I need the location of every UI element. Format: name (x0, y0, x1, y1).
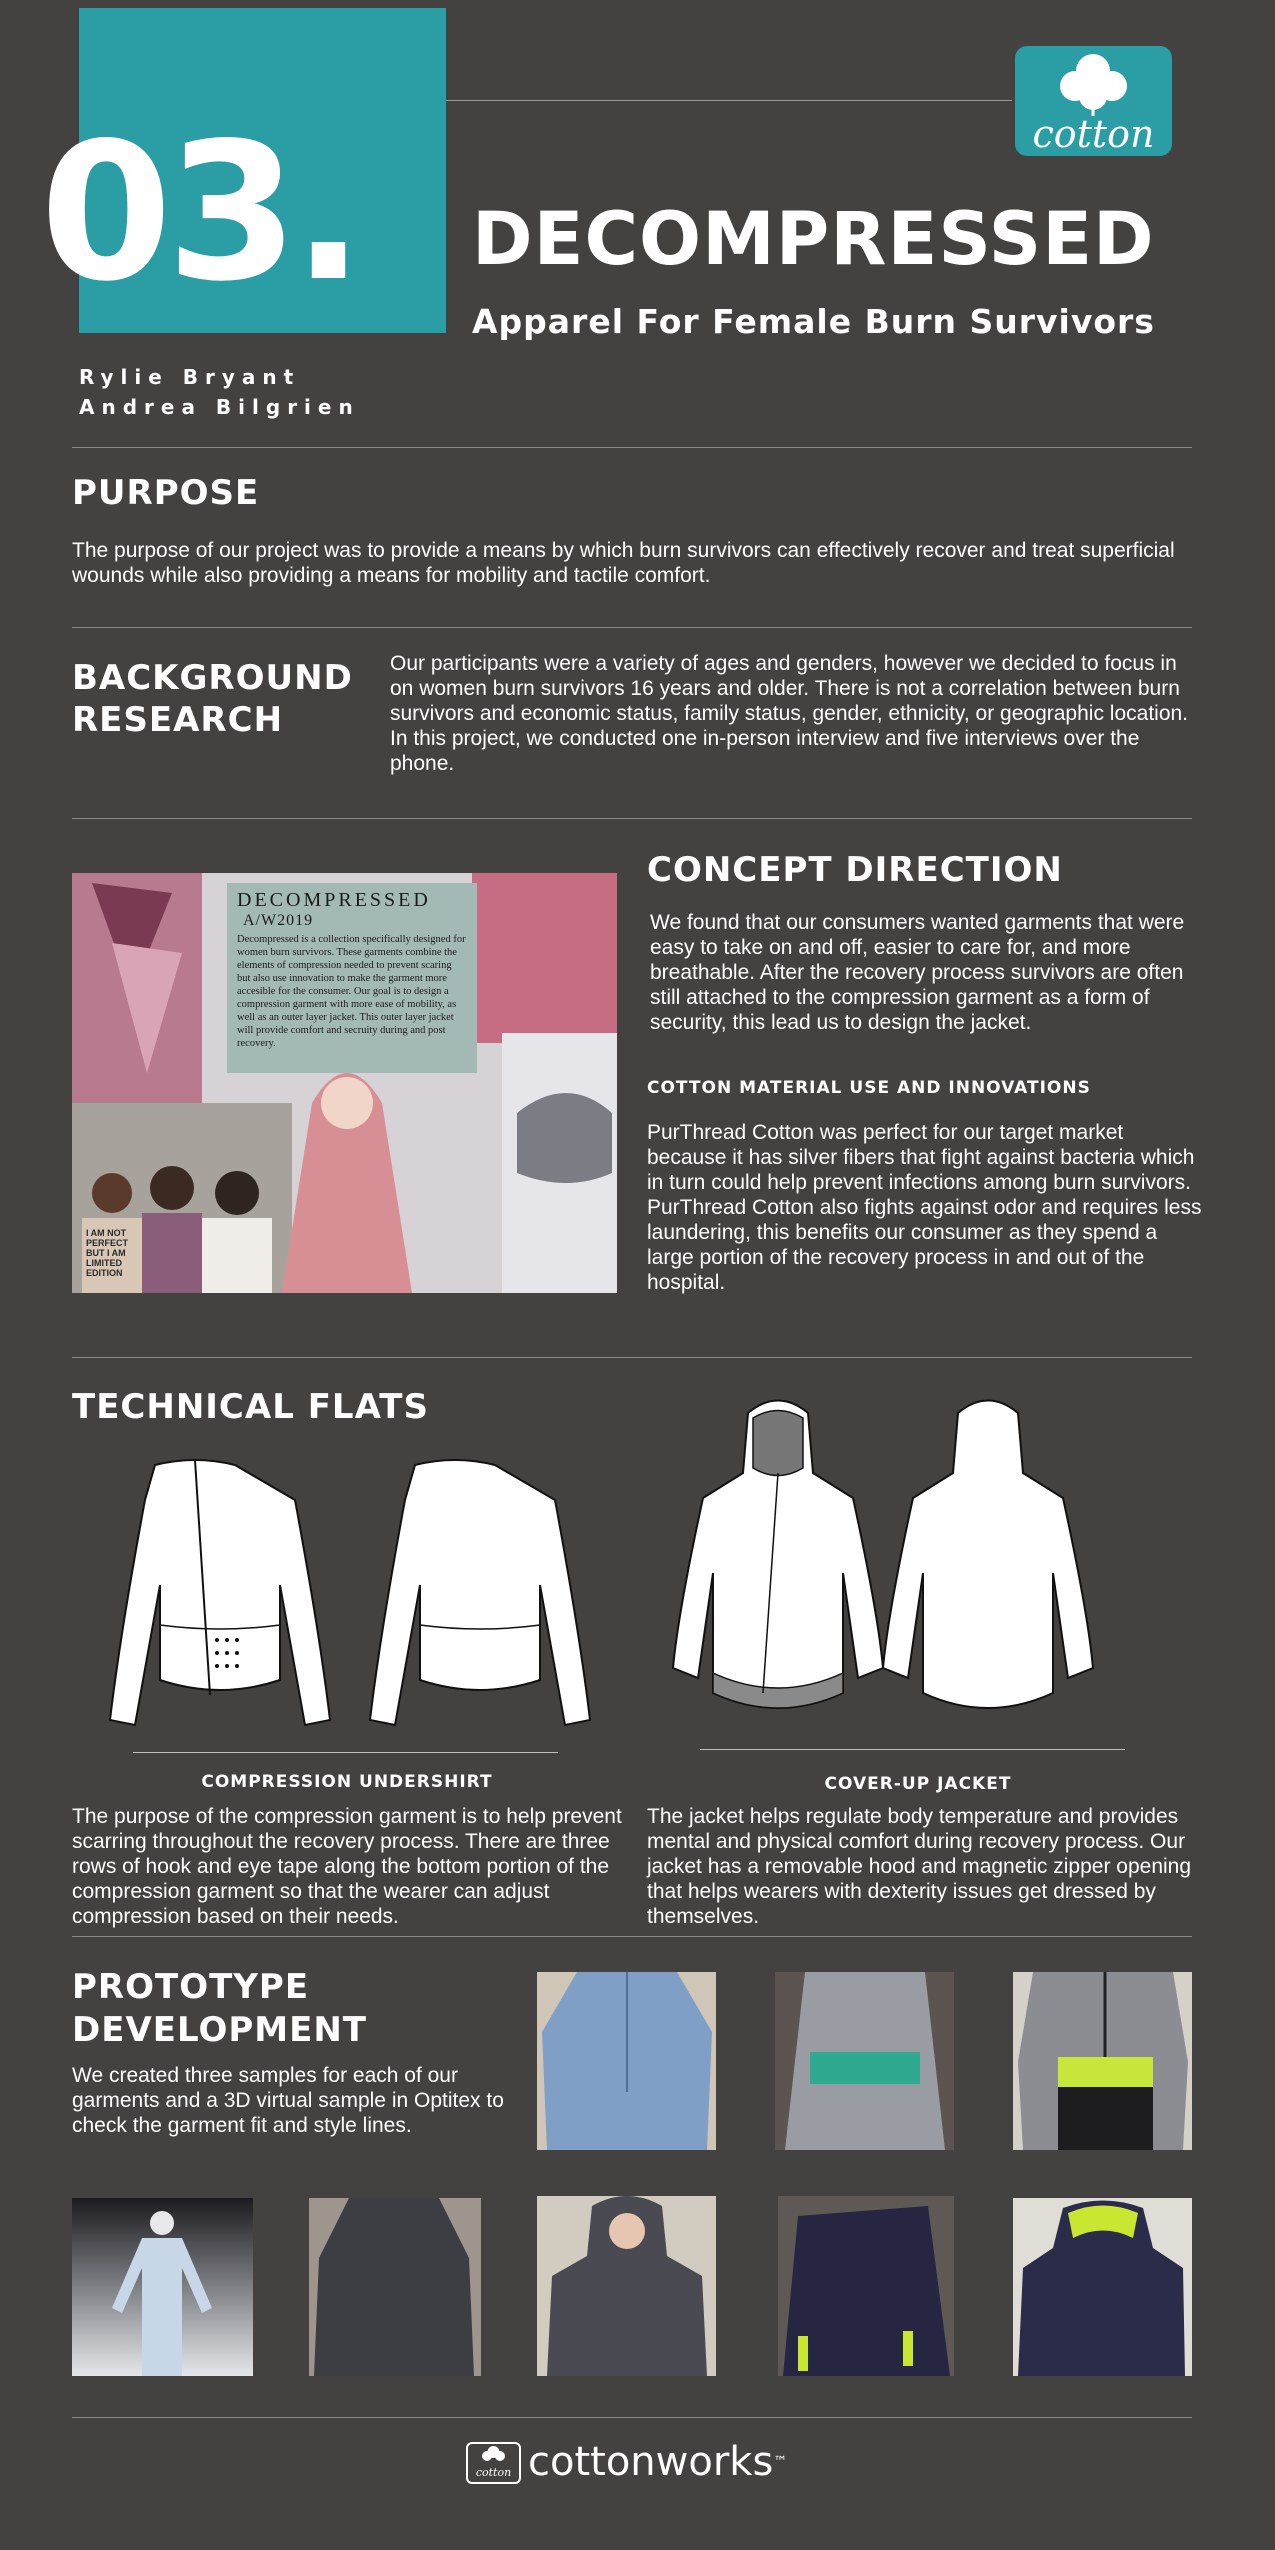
page-title: DECOMPRESSED (472, 197, 1155, 282)
undershirt-text: The purpose of the compression garment is to help prevent scarring throughout the recovery process. There are three rows of hook and eye tape along the bottom portion of the compression garment so that the wearer can adjust compression based on their needs. (72, 1805, 622, 1928)
background-text: Our participants were a variety of ages and genders, however we decided to focus in on women burn survivors 16 years and older. There is not a correlation between burn survivors and economic status, family status, gender, ethnicity, or geographic location. In this project, we conducted one in-person interview and five interviews over the phone. (390, 652, 1189, 775)
jacket-flats (668, 1393, 1108, 1713)
divider-1 (72, 447, 1192, 448)
moodboard-title: DECOMPRESSED (237, 889, 431, 911)
jacket-heading: COVER-UP JACKET (824, 1774, 1012, 1794)
jacket-rule (700, 1749, 1125, 1750)
background-heading-2: RESEARCH (72, 700, 284, 740)
undershirt-flats (80, 1455, 625, 1735)
page-subtitle: Apparel For Female Burn Survivors (472, 302, 1155, 341)
prototype-heading-1: PROTOTYPE (72, 1967, 310, 2007)
header-rule (446, 100, 1012, 101)
footer-logo[interactable] (466, 2438, 811, 2488)
purpose-text: The purpose of our project was to provide a means by which burn survivors can effectively recover and treat superficial wounds while also providing a means for mobility and tactile comfort. (72, 539, 1175, 587)
cotton-logo-text: cotton (1032, 112, 1155, 156)
footer-cotton-text: cotton (475, 2466, 512, 2479)
cotton-logo[interactable] (1015, 46, 1172, 156)
cotton-material-text: PurThread Cotton was perfect for our target market because it has silver fibers that fight against bacteria which in turn could help prevent infections among burn survivors. PurThread Cotton also fights against odor and requires less laundering, this benefits our consumer as they spend a large portion of the recovery process in and out of the hospital. (647, 1121, 1202, 1294)
section-number: 03. (40, 102, 359, 323)
background-heading-1: BACKGROUND (72, 658, 353, 698)
divider-6 (72, 2417, 1192, 2418)
footer-trademark: ™ (773, 2454, 788, 2470)
author-1: Rylie Bryant (79, 365, 301, 389)
moodboard-text: Decompressed is a collection specifically designed for women burn survivors. These garments combine the elements of compression needed to prevent scaring but also use innovation to make the garment more accesible for the consumer. Our goal is to design a compression garment with more ease of mobility, as well as an outer layer jacket. This outer layer jacket will provide comfort and secruity during and post recovery. (237, 934, 466, 1049)
divider-4 (72, 1357, 1192, 1358)
cotton-boll-icon (468, 2444, 519, 2468)
moodboard-image (72, 873, 617, 1293)
prototype-photo (1013, 2198, 1192, 2376)
concept-text: We found that our consumers wanted garments that were easy to take on and off, easier to care for, and more breathable. After the recovery process survivors are often still attached to the compression garment as a form of security, this lead us to design the jacket. (650, 911, 1185, 1034)
prototype-photo (537, 2196, 716, 2376)
prototype-text: We created three samples for each of our garments and a 3D virtual sample in Optitex to check the garment fit and style lines. (72, 2064, 504, 2137)
divider-3 (72, 818, 1192, 819)
prototype-photo (778, 2196, 954, 2376)
moodboard-shirt-text: I AM NOT PERFECT BUT I AM LIMITED EDITION (86, 1228, 129, 1278)
prototype-photo (537, 1972, 716, 2150)
divider-2 (72, 627, 1192, 628)
divider-5 (72, 1936, 1192, 1937)
prototype-photo (309, 2198, 481, 2376)
prototype-photo-3d (72, 2198, 253, 2376)
footer-brand-name: cottonworks (528, 2439, 774, 2485)
footer-brand (528, 2438, 787, 2486)
prototype-photo (775, 1972, 954, 2150)
jacket-text: The jacket helps regulate body temperature and provides mental and physical comfort during recovery process. Our jacket has a removable hood and magnetic zipper opening that helps wearers with dexterity issues get dressed by themselves. (647, 1805, 1192, 1928)
footer-cotton-badge (466, 2442, 521, 2484)
moodboard-text-panel (227, 883, 477, 1073)
purpose-heading: PURPOSE (72, 473, 260, 513)
prototype-heading-2: DEVELOPMENT (72, 2010, 367, 2050)
prototype-photo (1013, 1972, 1192, 2150)
moodboard-season: A/W2019 (243, 912, 314, 929)
author-2: Andrea Bilgrien (79, 395, 360, 419)
undershirt-heading: COMPRESSION UNDERSHIRT (201, 1772, 493, 1792)
concept-heading: CONCEPT DIRECTION (647, 850, 1063, 890)
cotton-material-heading: COTTON MATERIAL USE AND INNOVATIONS (647, 1078, 1091, 1098)
technical-flats-heading: TECHNICAL FLATS (72, 1387, 429, 1427)
undershirt-rule (133, 1752, 558, 1753)
